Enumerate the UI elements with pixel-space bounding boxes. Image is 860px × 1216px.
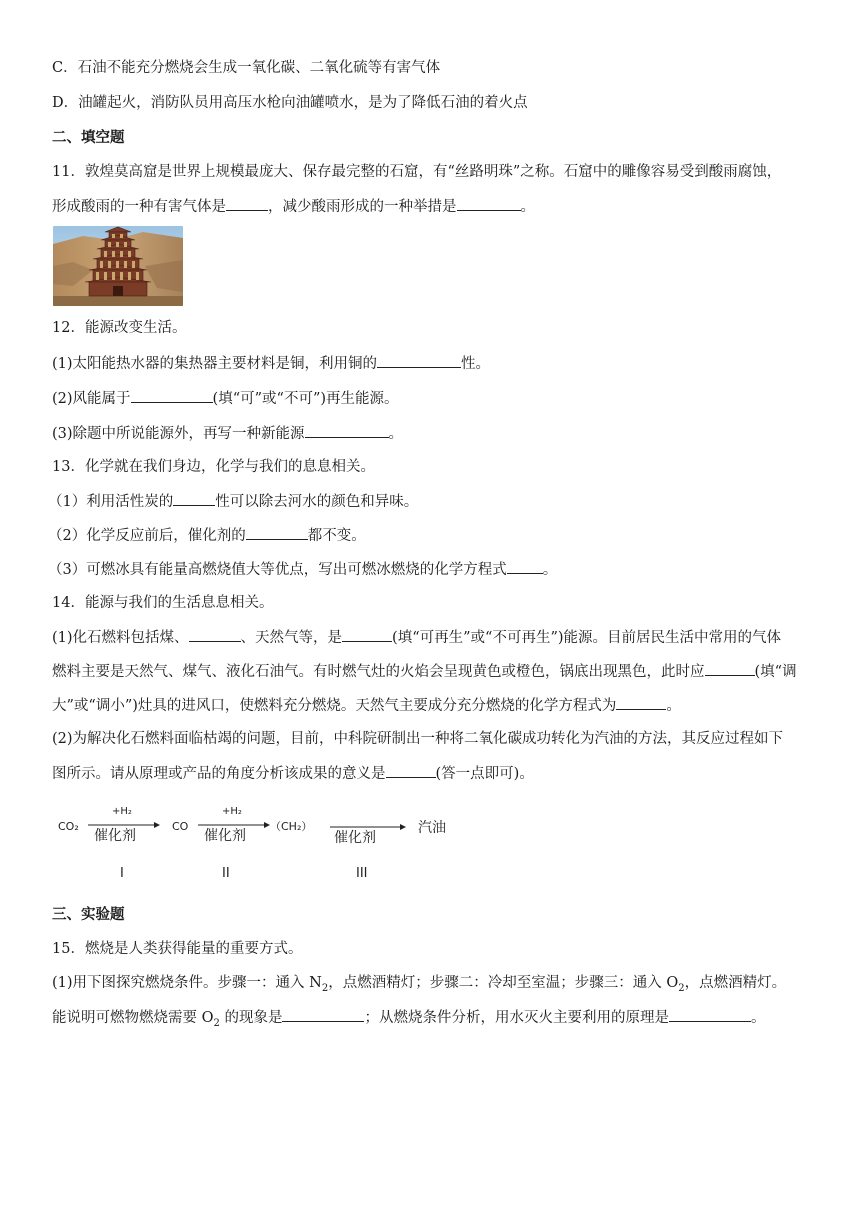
ch2-label: （CH₂） — [270, 820, 313, 833]
step-3-label: III — [356, 866, 368, 881]
option-c: C．石油不能充分燃烧会生成一氧化碳、二氧化硫等有害气体 — [52, 60, 441, 76]
q13-2-text-2: 都不变。 — [307, 528, 366, 544]
q15-1-text-7: 。 — [750, 1010, 766, 1026]
q12-3-text-2: 。 — [388, 426, 404, 442]
h2-label-1: +H₂ — [112, 806, 132, 817]
answer-blank[interactable] — [282, 1007, 364, 1022]
q13-1-text-2: 性可以除去河水的颜色和异味。 — [215, 494, 419, 510]
question-14-part-1-line-3 — [52, 695, 681, 716]
q14-1-text-5: (填“调 — [754, 664, 797, 680]
question-14-part-2-line-1: (2)为解决化石燃料面临枯竭的问题，目前，中科院研制出一种将二氧化碳成功转化为汽油的方法，其反应过程如下 — [52, 731, 784, 747]
q14-1-text-7: 。 — [666, 698, 681, 714]
catalyst-label-1: 催化剂 — [94, 828, 136, 844]
q15-1-text-2: ，点燃酒精灯；步骤二：冷却至室温；步骤三：通入 O — [328, 975, 679, 991]
q14-1-text-6: 大”或“调小”)灶具的进风口，使燃料充分燃烧。天然气主要成分充分燃烧的化学方程式为 — [52, 698, 617, 714]
q14-2-text-2: (答一点即可)。 — [435, 766, 534, 782]
answer-blank[interactable] — [173, 491, 215, 506]
answer-blank[interactable] — [507, 559, 543, 574]
mogao-grottoes-photo — [53, 226, 183, 306]
step-1-label: I — [120, 866, 124, 881]
answer-blank[interactable] — [386, 763, 436, 778]
catalyst-label-3: 催化剂 — [334, 830, 376, 846]
question-12-part-2 — [52, 388, 399, 409]
question-13-part-1 — [48, 491, 418, 512]
co-label: CO — [172, 820, 189, 833]
q12-1-text-1: (1)太阳能热水器的集热器主要材料是铜，利用铜的 — [52, 356, 378, 372]
q14-2-text-1: 图所示。请从原理或产品的角度分析该成果的意义是 — [52, 766, 386, 782]
question-12-part-1 — [52, 353, 490, 374]
gasoline-label: 汽油 — [418, 820, 446, 836]
q14-1-text-1: (1)化石燃料包括煤、 — [52, 630, 189, 646]
q11-text-3: 。 — [520, 199, 535, 215]
answer-blank[interactable] — [189, 627, 241, 642]
question-14-part-2-line-2 — [52, 763, 534, 784]
q14-1-text-3: (填“可再生”或“不可再生”)能源。目前居民生活中常用的气体 — [392, 630, 782, 646]
h2-label-2: +H₂ — [222, 806, 242, 817]
question-12-part-3 — [52, 423, 403, 444]
question-15-stem: 15．燃烧是人类获得能量的重要方式。 — [52, 941, 303, 957]
arrow-head-icon — [400, 824, 406, 830]
answer-blank[interactable] — [705, 661, 755, 676]
question-15-part-1-line-1 — [52, 973, 786, 999]
question-13-part-3 — [48, 559, 557, 580]
answer-blank[interactable] — [616, 695, 666, 710]
question-11-line-2 — [52, 196, 535, 217]
answer-blank[interactable] — [305, 423, 389, 438]
catalyst-label-2: 催化剂 — [204, 828, 246, 844]
q12-2-text-2: (填“可”或“不可”)再生能源。 — [212, 391, 399, 407]
step-2-label: II — [222, 866, 230, 881]
question-11-line-1: 11．敦煌莫高窟是世界上规模最庞大、保存最完整的石窟，有“丝路明珠”之称。石窟中的雕像容易受到酸雨腐蚀， — [52, 164, 782, 180]
co2-label: CO₂ — [58, 820, 79, 833]
question-14-part-1-line-2 — [52, 661, 797, 682]
q15-1-text-4: 能说明可燃物燃烧需要 O — [52, 1010, 214, 1026]
question-13-part-2 — [48, 525, 366, 546]
question-13-stem: 13．化学就在我们身边，化学与我们的息息相关。 — [52, 459, 375, 475]
answer-blank[interactable] — [457, 196, 521, 211]
q14-1-text-2: 、天然气等，是 — [240, 630, 343, 646]
section-heading-fill-in: 二、填空题 — [52, 129, 125, 146]
q13-3-text-2: 。 — [542, 562, 558, 578]
q12-3-text-1: (3)除题中所说能源外，再写一种新能源 — [52, 426, 305, 442]
q11-text-2: ，减少酸雨形成的一种举措是 — [268, 199, 457, 215]
answer-blank[interactable] — [226, 196, 268, 211]
q11-text-1: 形成酸雨的一种有害气体是 — [52, 199, 226, 215]
option-d: D．油罐起火，消防队员用高压水枪向油罐喷水，是为了降低石油的着火点 — [52, 95, 528, 111]
section-heading-experiment: 三、实验题 — [52, 906, 125, 923]
question-12-stem: 12．能源改变生活。 — [52, 320, 187, 336]
q13-1-text-1: （1）利用活性炭的 — [48, 494, 174, 510]
q15-1-text-1: (1)用下图探究燃烧条件。步骤一：通入 N — [52, 975, 322, 991]
answer-blank[interactable] — [131, 388, 213, 403]
q13-3-text-1: （3）可燃冰具有能量高燃烧值大等优点，写出可燃冰燃烧的化学方程式 — [48, 562, 507, 578]
q15-1-sub-1: 2 — [321, 982, 329, 994]
question-14-stem: 14．能源与我们的生活息息相关。 — [52, 595, 274, 611]
q15-1-text-6: ；从燃烧条件分析，用水灭火主要利用的原理是 — [364, 1010, 669, 1026]
arrow-head-icon — [154, 822, 160, 828]
q15-1-text-5: 的现象是 — [219, 1010, 283, 1026]
question-14-part-1-line-1 — [52, 627, 781, 648]
answer-blank[interactable] — [342, 627, 392, 642]
q15-1-sub-2: 2 — [678, 982, 685, 994]
q12-2-text-1: (2)风能属于 — [52, 391, 131, 407]
question-15-part-1-line-2 — [52, 1007, 765, 1034]
q13-2-text-1: （2）化学反应前后，催化剂的 — [48, 528, 246, 544]
answer-blank[interactable] — [246, 525, 308, 540]
q12-1-text-2: 性。 — [461, 356, 491, 372]
reaction-process-diagram — [56, 800, 476, 890]
q15-1-sub-3: 2 — [213, 1017, 220, 1029]
q15-1-text-3: ，点燃酒精灯。 — [684, 975, 787, 991]
q14-1-text-4: 燃料主要是天然气、煤气、液化石油气。有时燃气灶的火焰会呈现黄色或橙色，锅底出现黑色，此时应 — [52, 664, 705, 680]
answer-blank[interactable] — [377, 353, 461, 368]
answer-blank[interactable] — [669, 1007, 751, 1022]
